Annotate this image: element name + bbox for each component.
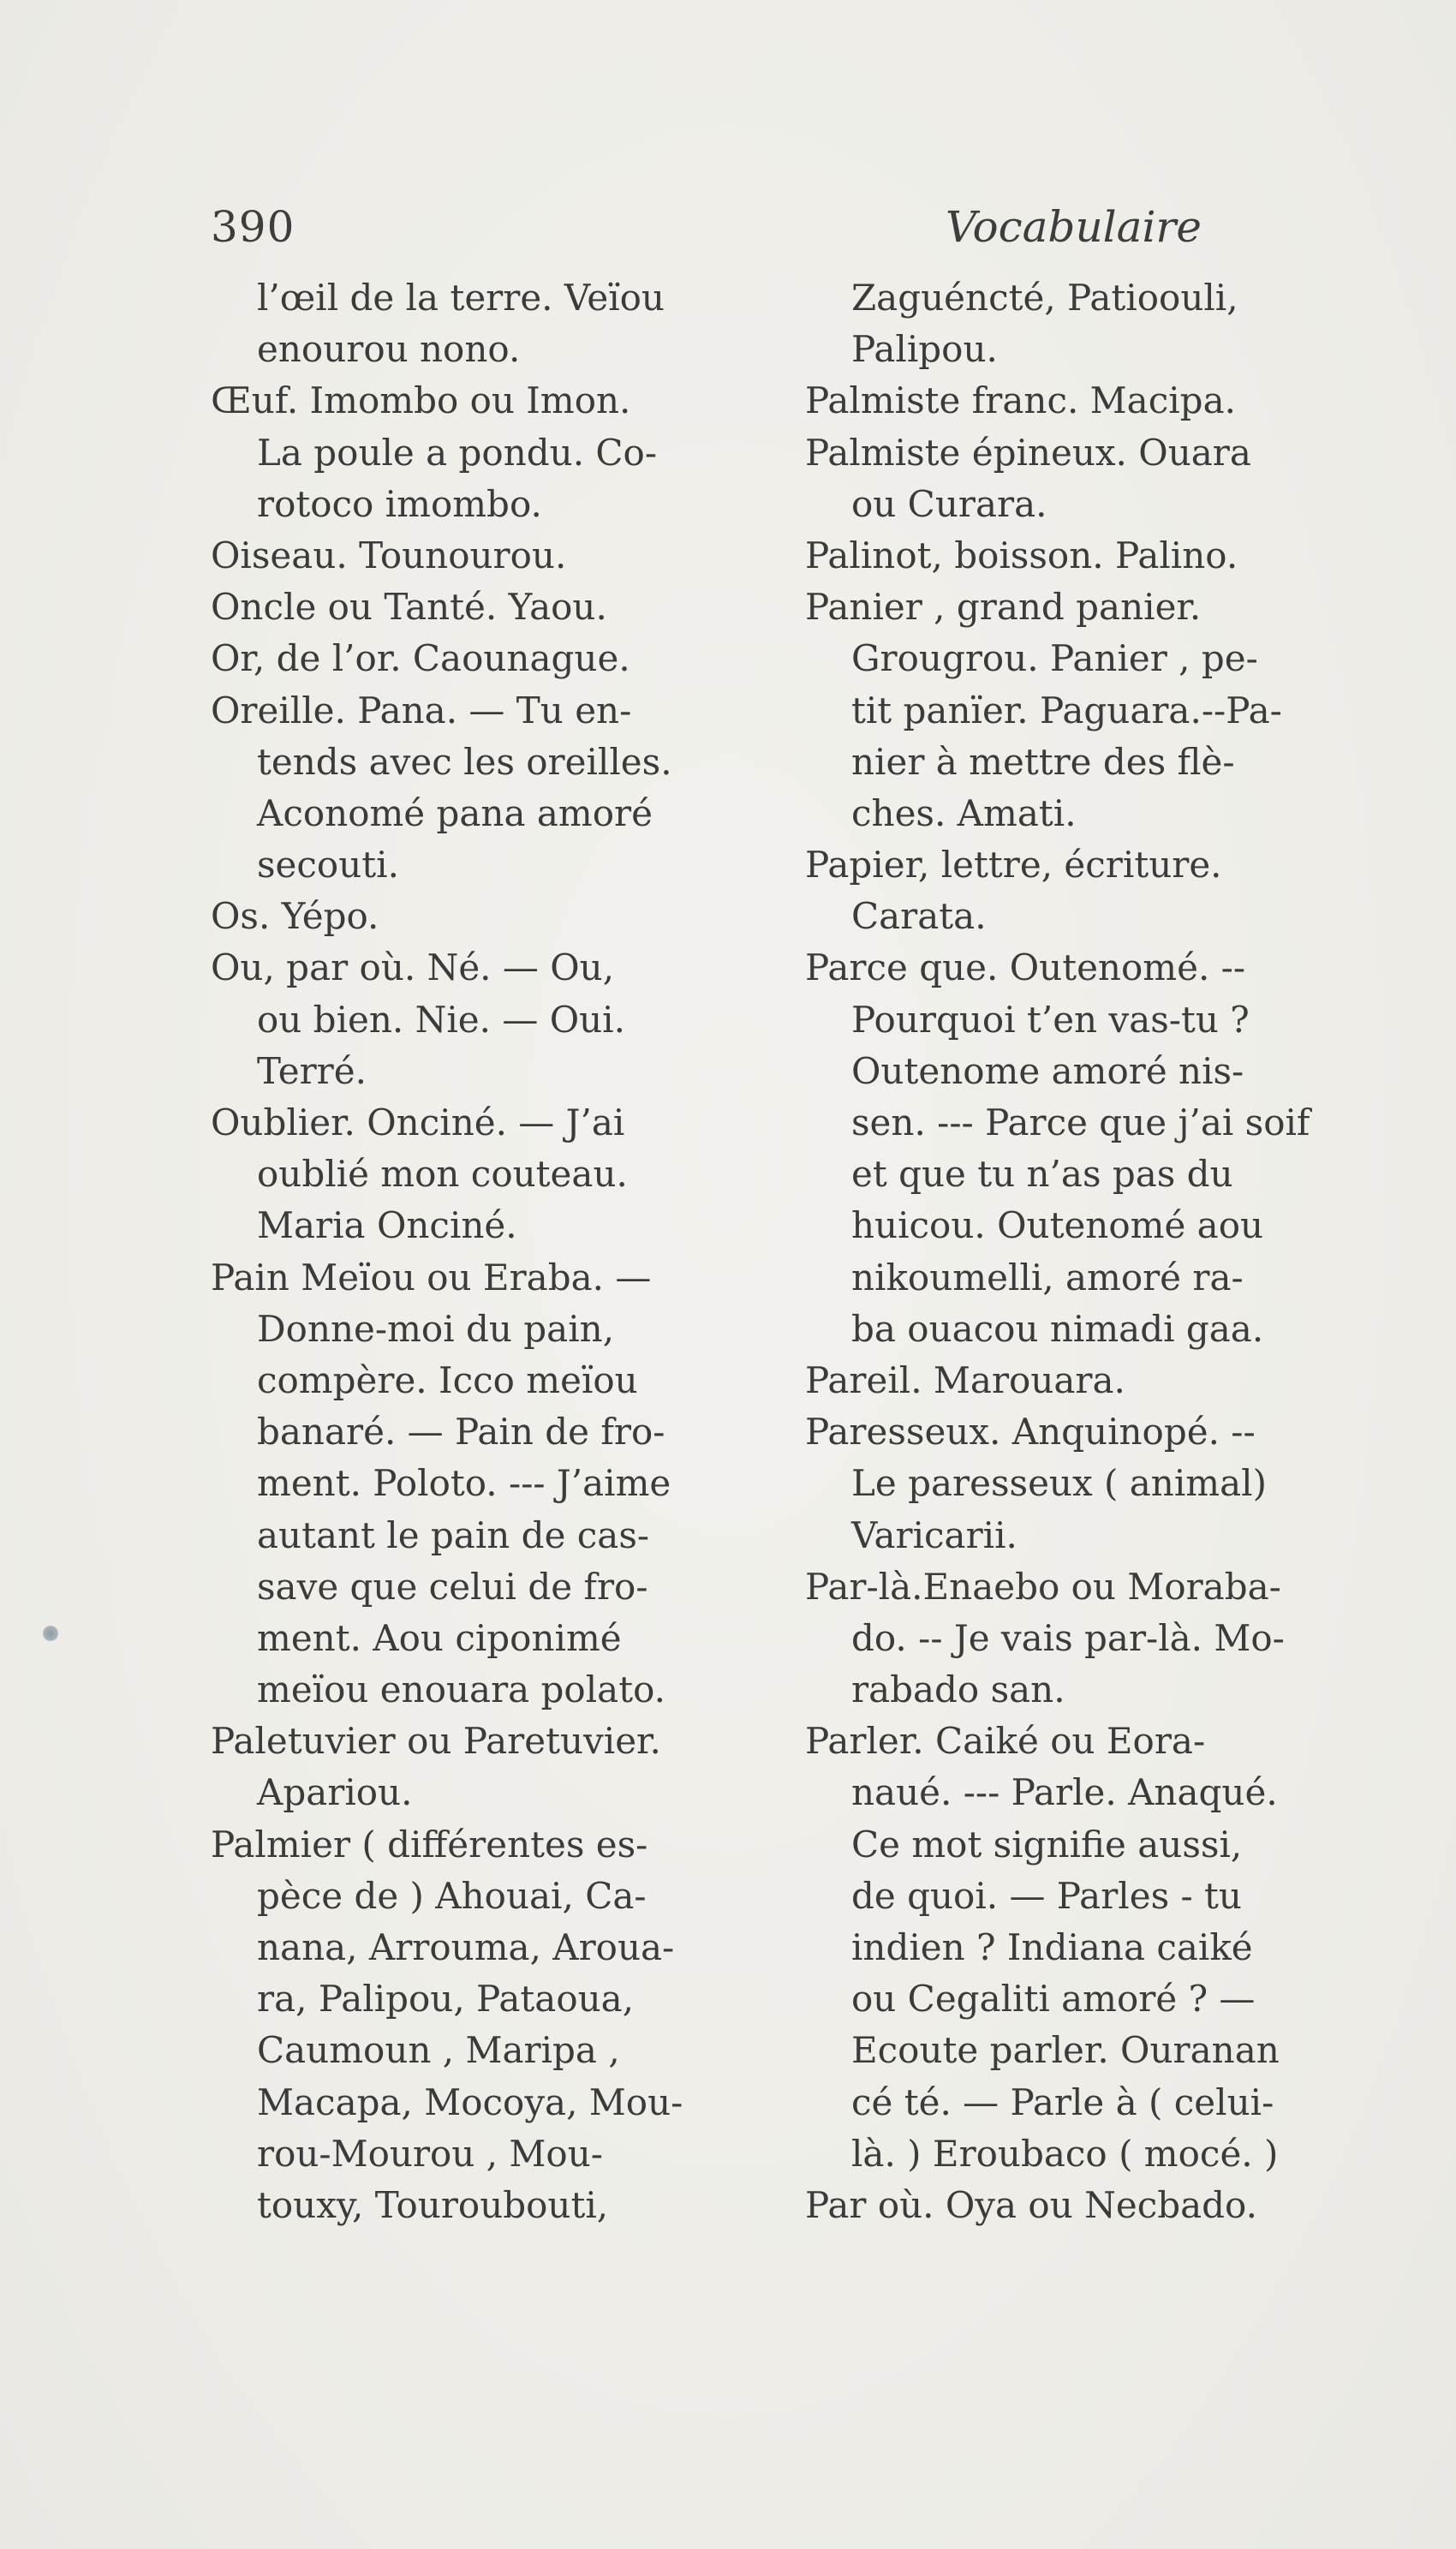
dictionary-line: ou Curara. <box>851 482 1047 525</box>
dictionary-line: Oublier. Onciné. — J’ai <box>211 1101 625 1143</box>
left-column <box>211 272 759 2231</box>
dictionary-line: Parler. Caiké ou Eora- <box>805 1720 1206 1763</box>
dictionary-line: nana, Arrouma, Aroua- <box>257 1926 675 1968</box>
dictionary-line: nier à mettre des flè- <box>851 740 1235 783</box>
dictionary-line: tends avec les oreilles. <box>257 740 672 783</box>
dictionary-line: Palmier ( différentes es- <box>211 1823 648 1865</box>
dictionary-line: rotoco imombo. <box>257 482 542 525</box>
dictionary-line: Zaguéncté, Patioouli, <box>851 277 1238 319</box>
dictionary-line: banaré. — Pain de fro- <box>257 1411 665 1454</box>
dictionary-line: rou-Mourou , Mou- <box>257 2132 603 2175</box>
dictionary-line: secouti. <box>257 844 399 886</box>
dictionary-line: Macapa, Mocoya, Mou- <box>257 2080 683 2123</box>
dictionary-line: Pain Meïou ou Eraba. — <box>211 1256 652 1298</box>
dictionary-line: Terré. <box>257 1049 367 1092</box>
dictionary-line: Outenome amoré nis- <box>851 1049 1244 1092</box>
dictionary-line: Oiseau. Tounourou. <box>211 534 567 576</box>
dictionary-line: Carata. <box>851 895 987 938</box>
dictionary-line: Panier , grand panier. <box>805 586 1202 629</box>
dictionary-line: Le paresseux ( animal) <box>851 1462 1267 1505</box>
dictionary-line: cé té. — Parle à ( celui- <box>851 2080 1274 2123</box>
dictionary-line: Pourquoi t’en vas-tu ? <box>851 998 1250 1041</box>
dictionary-line: Or, de l’or. Caounague. <box>211 637 630 680</box>
dictionary-line: ment. Poloto. --- J’aime <box>257 1462 671 1505</box>
dictionary-line: Os. Yépo. <box>211 895 379 938</box>
dictionary-line: La poule a pondu. Co- <box>257 431 658 474</box>
dictionary-line: Paletuvier ou Paretuvier. <box>211 1720 661 1763</box>
dictionary-line: naué. --- Parle. Anaqué. <box>851 1771 1278 1814</box>
dictionary-line: Ce mot signifie aussi, <box>851 1823 1243 1865</box>
dictionary-line: pèce de ) Ahouai, Ca- <box>257 1874 647 1917</box>
dictionary-line: do. -- Je vais par-là. Mo- <box>851 1616 1285 1659</box>
dictionary-line: Grougrou. Panier , pe- <box>851 637 1258 680</box>
dictionary-line: Paresseux. Anquinopé. -- <box>805 1411 1256 1454</box>
dictionary-line: Oreille. Pana. — Tu en- <box>211 689 632 731</box>
dictionary-line: indien ? Indiana caiké <box>851 1926 1253 1968</box>
dictionary-line: Palmiste épineux. Ouara <box>805 431 1251 474</box>
dictionary-line: Parce que. Outenomé. -- <box>805 946 1246 989</box>
dictionary-line: Aconomé pana amoré <box>257 791 653 834</box>
page-number: 390 <box>211 202 295 252</box>
dictionary-line: Ou, par où. Né. — Ou, <box>211 946 615 989</box>
dictionary-line: Par-là.Enaebo ou Moraba- <box>805 1565 1281 1608</box>
dictionary-line: Œuf. Imombo ou Imon. <box>211 379 631 422</box>
dictionary-line: Caumoun , Maripa , <box>257 2029 620 2072</box>
dictionary-line: et que tu n’as pas du <box>851 1153 1233 1196</box>
dictionary-line: meïou enouara polato. <box>257 1668 665 1711</box>
dictionary-line: Palmiste franc. Macipa. <box>805 379 1236 422</box>
dictionary-line: autant le pain de cas- <box>257 1513 650 1556</box>
dictionary-line: l’œil de la terre. Veïou <box>257 277 665 319</box>
dictionary-line: de quoi. — Parles - tu <box>851 1874 1242 1917</box>
dictionary-line: là. ) Eroubaco ( mocé. ) <box>851 2132 1279 2175</box>
dictionary-line: Palipou. <box>851 328 998 371</box>
dictionary-line: compère. Icco meïou <box>257 1358 638 1401</box>
dictionary-line: Apariou. <box>257 1771 413 1814</box>
dictionary-line: Ecoute parler. Ouranan <box>851 2029 1280 2072</box>
dictionary-line: ou Cegaliti amoré ? — <box>851 1978 1256 2021</box>
dictionary-line: ches. Amati. <box>851 791 1077 834</box>
dictionary-line: save que celui de fro- <box>257 1565 648 1608</box>
dictionary-line: Papier, lettre, écriture. <box>805 844 1222 886</box>
dictionary-line: Varicarii. <box>851 1513 1017 1556</box>
dictionary-line: sen. --- Parce que j’ai soif <box>851 1101 1310 1143</box>
dictionary-line: tit panïer. Paguara.--Pa- <box>851 689 1282 731</box>
dictionary-line: Palinot, boisson. Palino. <box>805 534 1238 576</box>
dictionary-line: Par où. Oya ou Necbado. <box>805 2183 1257 2226</box>
ink-spot <box>43 1626 58 1641</box>
dictionary-line: Maria Onciné. <box>257 1204 517 1247</box>
dictionary-line: Donne-moi du pain, <box>257 1307 615 1350</box>
dictionary-line: ment. Aou ciponimé <box>257 1616 622 1659</box>
running-title: Vocabulaire <box>946 202 1202 252</box>
page-header <box>211 202 1427 262</box>
right-column <box>805 272 1387 2231</box>
dictionary-line: huicou. Outenomé aou <box>851 1204 1264 1247</box>
dictionary-line: touxy, Touroubouti, <box>257 2183 609 2226</box>
dictionary-line: ra, Palipou, Pataoua, <box>257 1978 635 2021</box>
dictionary-line: ou bien. Nie. — Oui. <box>257 998 625 1041</box>
dictionary-line: enourou nono. <box>257 328 521 371</box>
dictionary-line: nikoumelli, amoré ra- <box>851 1256 1244 1298</box>
dictionary-line: Pareil. Marouara. <box>805 1358 1125 1401</box>
dictionary-line: Oncle ou Tanté. Yaou. <box>211 586 607 629</box>
dictionary-line: oublié mon couteau. <box>257 1153 628 1196</box>
dictionary-line: rabado san. <box>851 1668 1065 1711</box>
dictionary-line: ba ouacou nimadi gaa. <box>851 1307 1264 1350</box>
